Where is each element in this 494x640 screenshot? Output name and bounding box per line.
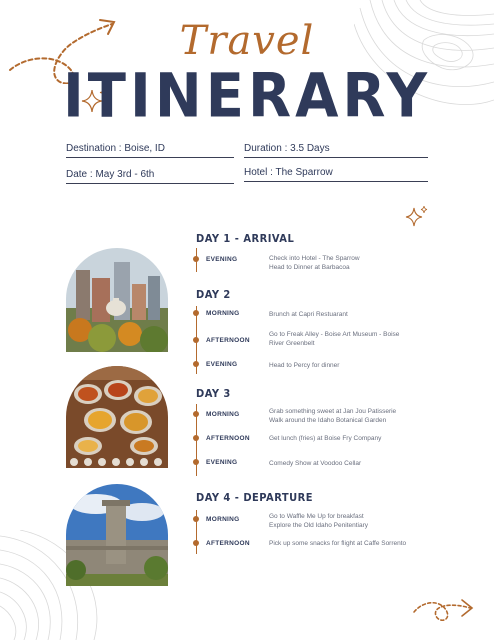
page-title: ITINERARY	[62, 61, 432, 132]
activity-text	[269, 310, 419, 319]
activity-text	[269, 330, 419, 348]
activity-line: Grab something sweet at Jan Jou Patisserie	[269, 408, 397, 415]
timeline-dot	[193, 310, 199, 316]
duration-field: Duration : 3.5 Days	[244, 143, 428, 158]
timeline-dot	[193, 435, 199, 441]
day-title: DAY 4 - DEPARTURE	[196, 491, 313, 504]
activity-text	[269, 459, 419, 468]
period-label: AFTERNOON	[206, 337, 250, 344]
period-label: AFTERNOON	[206, 540, 250, 547]
activity-text	[269, 407, 419, 425]
photo-old-penitentiary	[66, 484, 168, 586]
photo-fries	[66, 366, 168, 468]
day-title: DAY 1 - ARRIVAL	[196, 232, 295, 245]
timeline-dot	[193, 540, 199, 546]
activity-line: Check into Hotel - The Sparrow	[269, 255, 360, 262]
timeline-dot	[193, 459, 199, 465]
period-label: EVENING	[206, 459, 238, 466]
activity-line: Walk around the Idaho Botanical Garden	[269, 417, 387, 424]
activity-text	[269, 539, 419, 548]
activity-line: Go to Freak Alley - Boise Art Museum - Boise	[269, 331, 400, 338]
activity-line: Go to Waffle Me Up for breakfast	[269, 513, 364, 520]
period-label: MORNING	[206, 516, 240, 523]
dashed-arrow-icon	[410, 592, 480, 632]
day-title: DAY 2	[196, 288, 231, 301]
activity-text	[269, 434, 419, 443]
activity-line: Comedy Show at Voodoo Cellar	[269, 460, 362, 467]
timeline-dot	[193, 256, 199, 262]
timeline-dot	[193, 361, 199, 367]
period-label: EVENING	[206, 361, 238, 368]
period-label: MORNING	[206, 310, 240, 317]
activity-line: River Greenbelt	[269, 340, 315, 347]
activity-line: Brunch at Capri Restuarant	[269, 311, 348, 318]
activity-text	[269, 512, 419, 530]
activity-text	[269, 361, 419, 370]
period-label: EVENING	[206, 256, 238, 263]
period-label: AFTERNOON	[206, 435, 250, 442]
activity-text	[269, 254, 419, 272]
timeline-dot	[193, 411, 199, 417]
title-script: Travel	[179, 18, 315, 64]
activity-line: Head to Percy for dinner	[269, 362, 340, 369]
activity-line: Explore the Old Idaho Penitentiary	[269, 522, 369, 529]
activity-line: Get lunch (fries) at Boise Fry Company	[269, 435, 382, 442]
day-title: DAY 3	[196, 387, 231, 400]
sparkle-icon	[402, 204, 430, 230]
timeline-dot	[193, 516, 199, 522]
timeline-dot	[193, 337, 199, 343]
activity-line: Head to Dinner at Barbacoa	[269, 264, 350, 271]
photo-boise-city	[66, 248, 168, 352]
activity-line: Pick up some snacks for flight at Caffe Sorrento	[269, 540, 407, 547]
period-label: MORNING	[206, 411, 240, 418]
hotel-field: Hotel : The Sparrow	[244, 167, 428, 182]
date-field: Date : May 3rd - 6th	[66, 169, 234, 184]
destination-field: Destination : Boise, ID	[66, 143, 234, 158]
